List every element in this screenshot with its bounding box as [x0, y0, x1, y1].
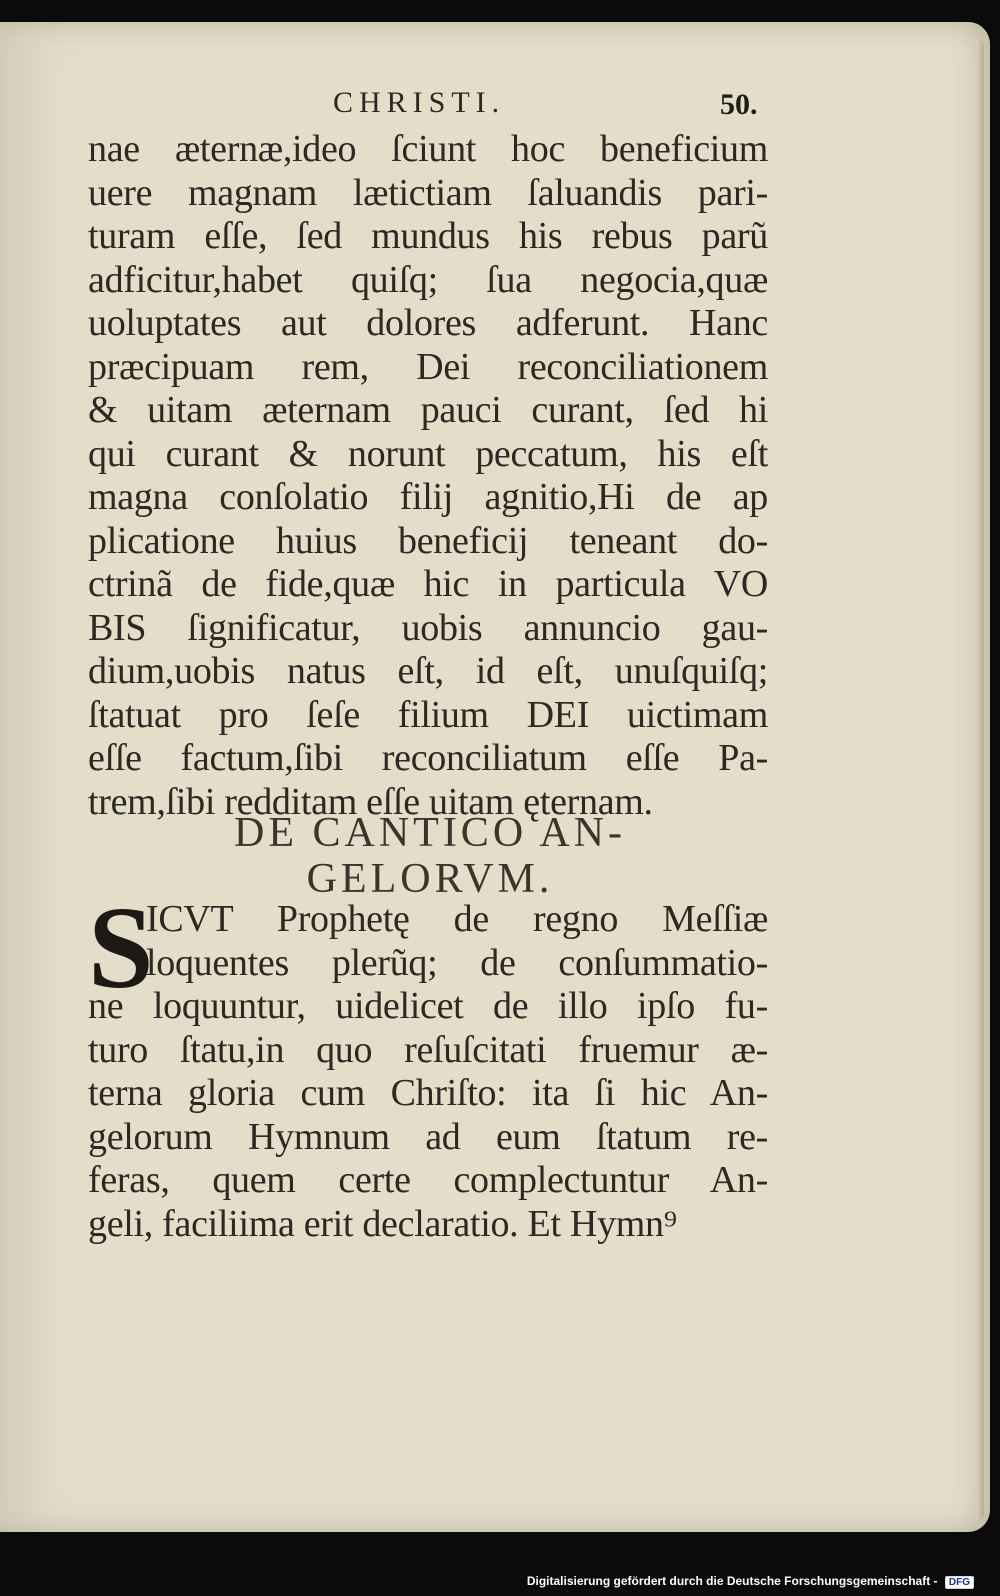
credit-text: Digitalisierung gefördert durch die Deutsche Forschungsgemeinschaft -	[526, 1574, 938, 1588]
text-line: uere magnam lætictiam ſaluandis pari-	[88, 171, 768, 214]
section-heading	[180, 810, 680, 902]
text-line: adficitur,habet quiſq; ſua negocia,quæ	[88, 258, 768, 301]
page-edge	[976, 40, 984, 1520]
heading-line-1: DE CANTICO AN-	[234, 810, 626, 856]
text-line: feras, quem certe complectuntur An-	[88, 1159, 768, 1201]
text-line: gelorum Hymnum ad eum ſtatum re-	[88, 1115, 768, 1158]
text-line: turam eſſe, ſed mundus his rebus parũ	[88, 215, 768, 257]
drop-cap: S	[88, 882, 154, 1013]
dfg-logo: DFG	[945, 1576, 974, 1589]
text-line: ctrinã de fide,quæ hic in particula VO	[88, 563, 768, 605]
running-head: CHRISTI.	[333, 86, 506, 119]
text-line: ne loquuntur, uidelicet de illo ipſo fu-	[88, 985, 768, 1027]
text-line: præcipuam rem, Dei reconciliationem	[88, 345, 768, 388]
text-line: qui curant & norunt peccatum, his eſt	[88, 432, 768, 475]
text-line: nae æternæ,ideo ſciunt hoc beneficium	[88, 128, 768, 170]
text-line: ICVT Prophetę de regno Meſſiæ	[146, 898, 768, 940]
text-line: ſtatuat pro ſeſe filium DEI uictimam	[88, 693, 768, 736]
text-block-1	[88, 128, 768, 824]
text-block-2	[88, 882, 768, 1246]
heading-line-2: GELORVM.	[306, 856, 554, 902]
text-line: magna conſolatio filij agnitio,Hi de ap	[88, 476, 768, 518]
text-line: plicatione huius beneficij teneant do-	[88, 519, 768, 562]
text-line: dium,uobis natus eſt, id eſt, unuſquiſq;	[88, 650, 768, 692]
text-line: eſſe factum,ſibi reconciliatum eſſe Pa-	[88, 737, 768, 779]
folio-number: 50.	[720, 88, 758, 121]
text-line: loquentes plerũq; de conſummatio-	[146, 941, 768, 984]
text-line: BIS ſignificatur, uobis annuncio gau-	[88, 606, 768, 649]
text-line: turo ſtatu,in quo reſuſcitati fruemur æ-	[88, 1028, 768, 1071]
digitization-credit	[527, 1574, 974, 1589]
text-line: trem,ſibi redditam eſſe uitam ęternam.	[88, 780, 653, 823]
text-line: uoluptates aut dolores adferunt. Hanc	[88, 302, 768, 344]
text-line: & uitam æternam pauci curant, ſed hi	[88, 389, 768, 431]
text-line: geli, faciliima erit declaratio. Et Hymn⁹	[88, 1202, 677, 1245]
text-line: terna gloria cum Chriſto: ita ſi hic An-	[88, 1072, 768, 1114]
